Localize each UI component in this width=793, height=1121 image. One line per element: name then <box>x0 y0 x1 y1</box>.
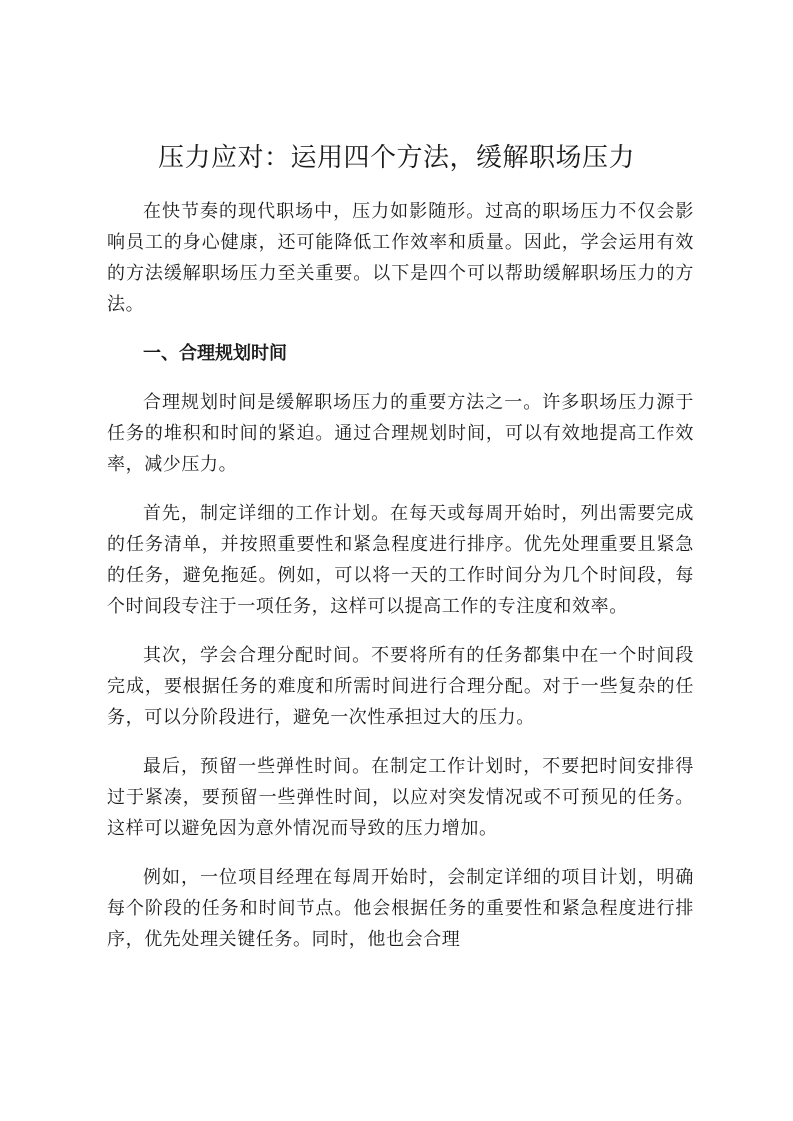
body-paragraph: 最后，预留一些弹性时间。在制定工作计划时，不要把时间安排得过于紧凑，要预留一些弹性时间，以应对突发情况或不可预见的任务。这样可以避免因为意外情况而导致的压力增加。 <box>107 756 694 839</box>
body-paragraph: 合理规划时间是缓解职场压力的重要方法之一。许多职场压力源于任务的堆积和时间的紧迫。通过合理规划时间，可以有效地提高工作效率，减少压力。 <box>107 392 694 475</box>
document-body <box>107 196 694 973</box>
body-paragraph: 例如，一位项目经理在每周开始时，会制定详细的项目计划，明确每个阶段的任务和时间节点。他会根据任务的重要性和紧急程度进行排序，优先处理关键任务。同时，他也会合理 <box>107 867 694 950</box>
body-paragraph: 首先，制定详细的工作计划。在每天或每周开始时，列出需要完成的任务清单，并按照重要性和紧急程度进行排序。优先处理重要且紧急的任务，避免拖延。例如，可以将一天的工作时间分为几个时间段，每个时间段专注于一项任务，这样可以提高工作的专注度和效率。 <box>107 503 694 617</box>
section-heading-time-planning: 一、合理规划时间 <box>143 343 287 364</box>
intro-paragraph: 在快节奏的现代职场中，压力如影随形。过高的职场压力不仅会影响员工的身心健康，还可能降低工作效率和质量。因此，学会运用有效的方法缓解职场压力至关重要。以下是四个可以帮助缓解职场压力的方法。 <box>107 201 694 315</box>
document-title: 压力应对：运用四个方法，缓解职场压力 <box>157 143 635 173</box>
body-paragraph: 其次，学会合理分配时间。不要将所有的任务都集中在一个时间段完成，要根据任务的难度和所需时间进行合理分配。对于一些复杂的任务，可以分阶段进行，避免一次性承担过大的压力。 <box>107 645 694 728</box>
